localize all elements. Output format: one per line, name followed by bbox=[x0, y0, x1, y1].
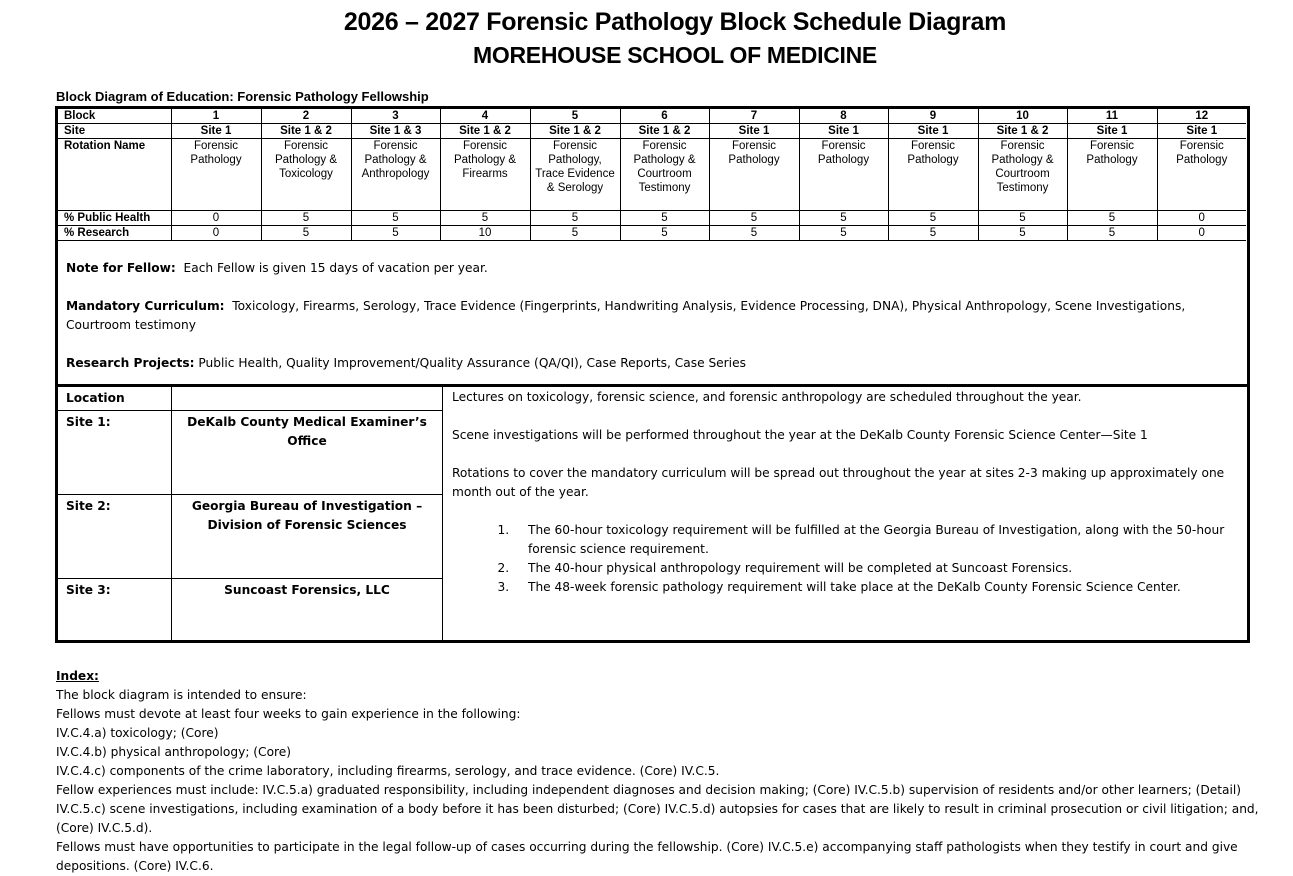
requirement-item: 3. The 48-week forensic pathology requirement will take place at the DeKalb County Forensic Science Center. bbox=[513, 578, 1242, 597]
research-value: 10 bbox=[440, 226, 530, 241]
block-rotation: Forensic Pathology & Anthropology bbox=[351, 139, 440, 211]
research-value: 5 bbox=[351, 226, 440, 241]
curriculum-text: Toxicology, Firearms, Serology, Trace Evidence (Fingerprints, Handwriting Analysis, Evidence Processing, DNA), Physical Anthropology, Scene Investigations, Courtroom testimony bbox=[66, 299, 1190, 332]
mandatory-curriculum bbox=[66, 297, 1236, 335]
block-number: 10 bbox=[978, 109, 1067, 124]
index-line: Fellows must devote at least four weeks to gain experience in the following: bbox=[56, 707, 521, 721]
rotations-text: Rotations to cover the mandatory curriculum will be spread out throughout the year at sites 2-3 making up approximately one month out of the year. bbox=[452, 466, 1225, 499]
public-health-value: 5 bbox=[709, 211, 799, 226]
research-value: 5 bbox=[261, 226, 351, 241]
index-line: Fellow experiences must include: IV.C.5.a) graduated responsibility, including independent diagnoses and decision making; (Core) IV.C.5.b) supervision of residents and/or other learners; (Detail) IV.C.5.c) scene investigations, including examination of a body before it has been disturbed; (Core) IV.C.5.d) autopsies for cases that are likely to result in criminal prosecution or civil litigation; and, (Core) IV.C.5.d). bbox=[56, 783, 1259, 835]
block-number: 5 bbox=[530, 109, 620, 124]
fellow-note-text: Each Fellow is given 15 days of vacation per year. bbox=[175, 261, 488, 275]
site-label: Site 2: bbox=[58, 495, 172, 579]
fellow-note-label: Note for Fellow: bbox=[66, 261, 176, 275]
table-caption: Block Diagram of Education: Forensic Pathology Fellowship bbox=[56, 89, 429, 104]
document-title: 2026 – 2027 Forensic Pathology Block Schedule Diagram bbox=[343, 8, 1007, 36]
block-site: Site 1 & 2 bbox=[261, 124, 351, 139]
block-schedule-table bbox=[58, 109, 1246, 241]
block-number: 3 bbox=[351, 109, 440, 124]
curriculum-label: Mandatory Curriculum: bbox=[66, 299, 225, 313]
rotation-info bbox=[452, 388, 1242, 597]
public-health-value: 5 bbox=[351, 211, 440, 226]
location-header-row bbox=[58, 387, 443, 411]
public-health-value: 5 bbox=[530, 211, 620, 226]
requirement-item: 1. The 60-hour toxicology requirement will be fulfilled at the Georgia Bureau of Investigation, along with the 50-hour forensic science requirement. bbox=[513, 521, 1242, 559]
block-site: Site 1 bbox=[1157, 124, 1246, 139]
institution-title: MOREHOUSE SCHOOL OF MEDICINE bbox=[473, 42, 877, 68]
research-value: 5 bbox=[799, 226, 888, 241]
notes-section bbox=[66, 259, 1236, 392]
site-row bbox=[58, 124, 1246, 139]
row-label-site: Site bbox=[58, 124, 171, 139]
research-row bbox=[58, 226, 1246, 241]
index-heading: Index: bbox=[56, 669, 99, 683]
public-health-value: 0 bbox=[171, 211, 261, 226]
index-section bbox=[56, 667, 1286, 876]
block-rotation: Forensic Pathology, Trace Evidence & Serology bbox=[530, 139, 620, 211]
index-line: IV.C.4.a) toxicology; (Core) bbox=[56, 726, 219, 740]
research-value: 0 bbox=[1157, 226, 1246, 241]
location-header-empty bbox=[172, 387, 443, 411]
location-header: Location bbox=[58, 387, 172, 411]
block-number: 6 bbox=[620, 109, 709, 124]
research-value: 5 bbox=[620, 226, 709, 241]
public-health-value: 5 bbox=[440, 211, 530, 226]
research-value: 5 bbox=[888, 226, 978, 241]
block-rotation: Forensic Pathology bbox=[1067, 139, 1157, 211]
row-label-research: % Research bbox=[58, 226, 171, 241]
scene-investigations-text: Scene investigations will be performed throughout the year at the DeKalb County Forensic Science Center—Site 1 bbox=[452, 428, 1148, 442]
research-projects bbox=[66, 354, 1236, 373]
research-value: 5 bbox=[1067, 226, 1157, 241]
block-site: Site 1 & 2 bbox=[620, 124, 709, 139]
lectures-text: Lectures on toxicology, forensic science, and forensic anthropology are scheduled throughout the year. bbox=[452, 390, 1082, 404]
location-table bbox=[58, 387, 443, 642]
index-line: IV.C.4.c) components of the crime laboratory, including firearms, serology, and trace evidence. (Core) IV.C.5. bbox=[56, 764, 720, 778]
public-health-value: 0 bbox=[1157, 211, 1246, 226]
block-number: 1 bbox=[171, 109, 261, 124]
block-site: Site 1 & 3 bbox=[351, 124, 440, 139]
public-health-value: 5 bbox=[978, 211, 1067, 226]
block-site: Site 1 & 2 bbox=[530, 124, 620, 139]
site-name: Suncoast Forensics, LLC bbox=[172, 579, 443, 643]
research-text: Public Health, Quality Improvement/Quality Assurance (QA/QI), Case Reports, Case Series bbox=[194, 356, 746, 370]
research-value: 5 bbox=[709, 226, 799, 241]
public-health-value: 5 bbox=[888, 211, 978, 226]
block-number: 2 bbox=[261, 109, 351, 124]
block-number: 12 bbox=[1157, 109, 1246, 124]
site-name: Georgia Bureau of Investigation – Division of Forensic Sciences bbox=[172, 495, 443, 579]
block-rotation: Forensic Pathology bbox=[888, 139, 978, 211]
public-health-value: 5 bbox=[1067, 211, 1157, 226]
public-health-value: 5 bbox=[620, 211, 709, 226]
public-health-row bbox=[58, 211, 1246, 226]
block-number: 8 bbox=[799, 109, 888, 124]
block-rotation: Forensic Pathology bbox=[1157, 139, 1246, 211]
research-value: 5 bbox=[530, 226, 620, 241]
block-rotation: Forensic Pathology & Toxicology bbox=[261, 139, 351, 211]
block-rotation: Forensic Pathology bbox=[799, 139, 888, 211]
block-rotation: Forensic Pathology & Courtroom Testimony bbox=[620, 139, 709, 211]
block-rotation: Forensic Pathology bbox=[171, 139, 261, 211]
block-site: Site 1 & 2 bbox=[978, 124, 1067, 139]
index-line: The block diagram is intended to ensure: bbox=[56, 688, 307, 702]
block-site: Site 1 bbox=[1067, 124, 1157, 139]
site-label: Site 1: bbox=[58, 411, 172, 495]
block-site: Site 1 bbox=[888, 124, 978, 139]
site-name: DeKalb County Medical Examiner’s Office bbox=[172, 411, 443, 495]
block-site: Site 1 bbox=[799, 124, 888, 139]
block-site: Site 1 bbox=[709, 124, 799, 139]
index-line: IV.C.4.b) physical anthropology; (Core) bbox=[56, 745, 292, 759]
row-label-rotation: Rotation Name bbox=[58, 139, 171, 211]
row-label-block: Block bbox=[58, 109, 171, 124]
site-label: Site 3: bbox=[58, 579, 172, 643]
block-number: 4 bbox=[440, 109, 530, 124]
research-value: 0 bbox=[171, 226, 261, 241]
location-row bbox=[58, 579, 443, 643]
public-health-value: 5 bbox=[261, 211, 351, 226]
requirements-list bbox=[452, 521, 1242, 597]
public-health-value: 5 bbox=[799, 211, 888, 226]
location-row bbox=[58, 411, 443, 495]
location-row bbox=[58, 495, 443, 579]
block-rotation: Forensic Pathology bbox=[709, 139, 799, 211]
rotation-row bbox=[58, 139, 1246, 211]
research-label: Research Projects: bbox=[66, 356, 195, 370]
fellow-note bbox=[66, 259, 1236, 278]
row-label-public-health: % Public Health bbox=[58, 211, 171, 226]
block-number: 7 bbox=[709, 109, 799, 124]
block-row bbox=[58, 109, 1246, 124]
index-line: Fellows must have opportunities to participate in the legal follow-up of cases occurring during the fellowship. (Core) IV.C.5.e) accompanying staff pathologists when they testify in court and give depositions. (Core) IV.C.6. bbox=[56, 840, 1238, 873]
block-number: 9 bbox=[888, 109, 978, 124]
block-site: Site 1 bbox=[171, 124, 261, 139]
block-rotation: Forensic Pathology & Firearms bbox=[440, 139, 530, 211]
block-rotation: Forensic Pathology & Courtroom Testimony bbox=[978, 139, 1067, 211]
requirement-item: 2. The 40-hour physical anthropology requirement will be completed at Suncoast Forensics. bbox=[513, 559, 1242, 578]
research-value: 5 bbox=[978, 226, 1067, 241]
block-site: Site 1 & 2 bbox=[440, 124, 530, 139]
block-number: 11 bbox=[1067, 109, 1157, 124]
